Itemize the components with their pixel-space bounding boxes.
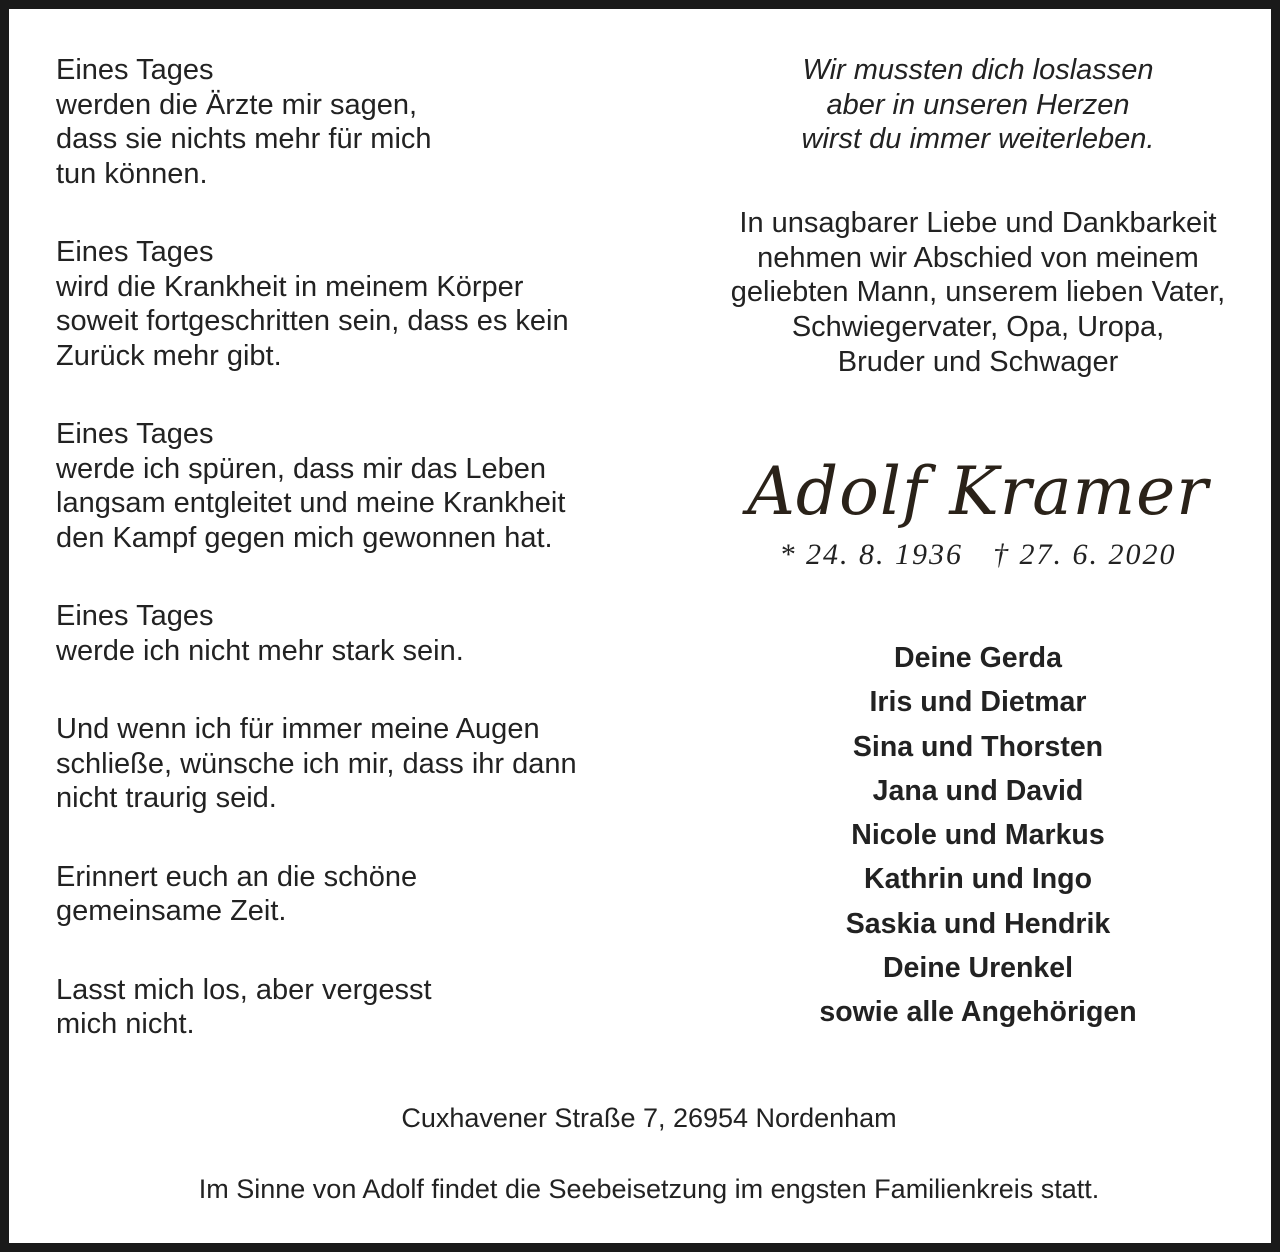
- poem-line: tun können.: [56, 157, 208, 190]
- poem-line: den Kampf gegen mich gewonnen hat.: [56, 521, 553, 554]
- poem-line: Eines Tages: [56, 54, 214, 86]
- poem-line: werden die Ärzte mir sagen,: [56, 88, 418, 121]
- poem-line: wird die Krankheit in meinem Körper: [56, 270, 524, 303]
- poem-line: werde ich nicht mehr stark sein.: [56, 634, 464, 667]
- farewell-text: [674, 206, 1280, 380]
- poem-stanza: [56, 417, 676, 555]
- mourner-entry: Deine Gerda: [894, 642, 1062, 674]
- farewell-line: In unsagbarer Liebe und Dankbarkeit: [739, 207, 1217, 239]
- poem-line: werde ich spüren, dass mir das Leben: [56, 452, 547, 485]
- poem-line: langsam entgleitet und meine Krankheit: [56, 487, 566, 519]
- poem-line: Eines Tages: [56, 600, 214, 632]
- birth-date: * 24. 8. 1936: [779, 538, 963, 571]
- memorial-quote: [674, 53, 1280, 157]
- farewell-line: nehmen wir Abschied von meinem: [757, 241, 1199, 274]
- quote-line: aber in unseren Herzen: [826, 88, 1130, 121]
- address: Cuxhavener Straße 7, 26954 Nordenham: [401, 1103, 897, 1133]
- poem-stanza: [56, 53, 676, 191]
- mourner-entry: Sina und Thorsten: [852, 730, 1104, 763]
- farewell-line: Bruder und Schwager: [837, 345, 1119, 378]
- poem-line: Eines Tages: [56, 418, 214, 450]
- mourner-entry: Jana und David: [872, 774, 1084, 807]
- poem-line: schließe, wünsche ich mir, dass ihr dann: [56, 747, 577, 780]
- mourner-entry: Iris und Dietmar: [869, 686, 1087, 719]
- death-date: † 27. 6. 2020: [993, 538, 1177, 571]
- mourner-entry: sowie alle Angehörigen: [819, 996, 1137, 1029]
- farewell-line: geliebten Mann, unserem lieben Vater,: [730, 276, 1226, 309]
- poem-line: Eines Tages: [56, 236, 214, 268]
- mourners-list: [674, 636, 1280, 1035]
- mourner-entry: Nicole und Markus: [851, 819, 1105, 852]
- poem: [56, 53, 676, 1042]
- poem-line: Und wenn ich für immer meine Augen: [56, 713, 540, 745]
- poem-line: dass sie nichts mehr für mich: [56, 123, 432, 155]
- poem-line: Lasst mich los, aber vergesst: [56, 973, 432, 1006]
- burial-notice: Im Sinne von Adolf findet die Seebeisetzung im engsten Familienkreis statt.: [198, 1174, 1100, 1204]
- poem-line: nicht traurig seid.: [56, 782, 277, 814]
- mourner-entry: Kathrin und Ingo: [864, 863, 1092, 896]
- poem-line: Zurück mehr gibt.: [56, 339, 282, 372]
- poem-stanza: [56, 973, 676, 1042]
- poem-stanza: [56, 712, 676, 816]
- farewell-line: Schwiegervater, Opa, Uropa,: [791, 311, 1165, 344]
- poem-line: gemeinsame Zeit.: [56, 895, 287, 927]
- poem-line: mich nicht.: [56, 1008, 195, 1040]
- quote-line: Wir mussten dich loslassen: [802, 54, 1154, 86]
- poem-line: soweit fortgeschritten sein, dass es kein: [56, 305, 569, 337]
- mourner-entry: Deine Urenkel: [882, 952, 1074, 985]
- deceased-name: Adolf Kramer: [747, 453, 1209, 530]
- poem-stanza: [56, 235, 676, 373]
- mourner-entry: Saskia und Hendrik: [845, 907, 1111, 940]
- poem-stanza: [56, 599, 676, 668]
- quote-line: wirst du immer weiterleben.: [801, 123, 1155, 155]
- life-dates: [674, 536, 1280, 574]
- poem-stanza: [56, 860, 676, 929]
- poem-line: Erinnert euch an die schöne: [56, 860, 418, 893]
